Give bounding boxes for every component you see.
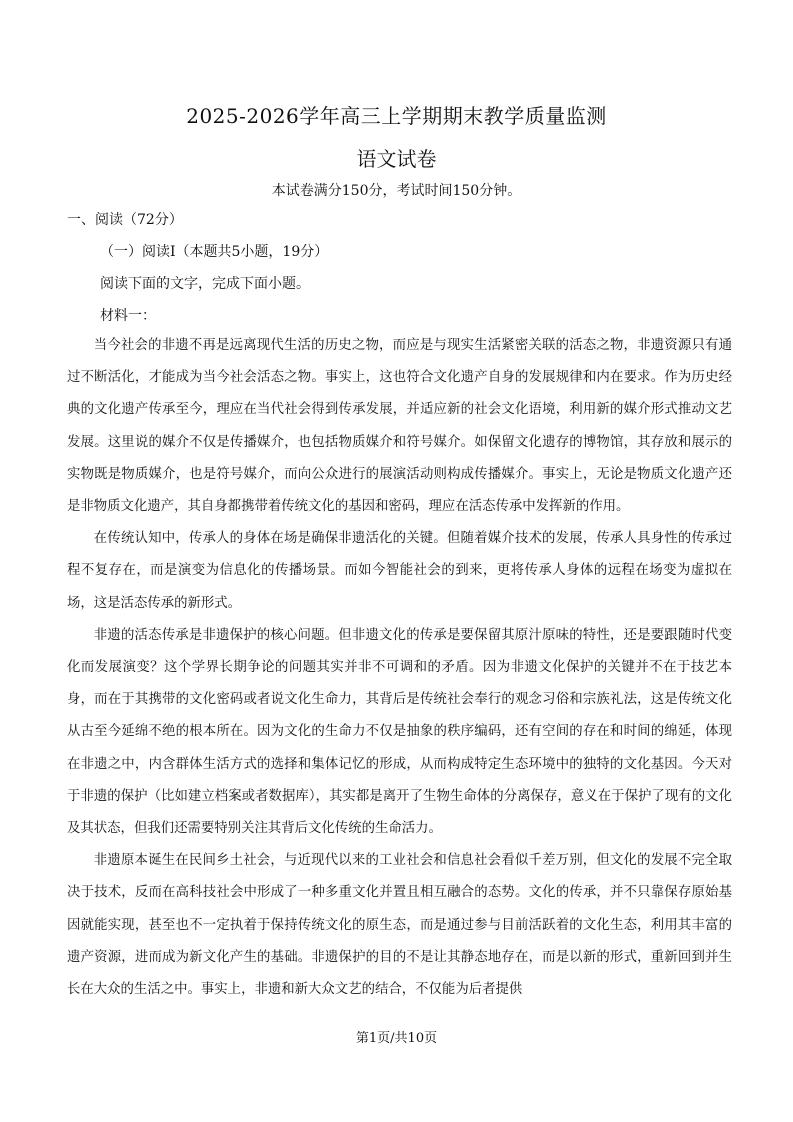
exam-title: 2025-2026学年高三上学期期末教学质量监测 xyxy=(186,104,607,128)
passage-body xyxy=(67,330,732,1006)
material-label: 材料一： xyxy=(100,308,156,324)
paragraph: 非遗原本诞生在民间乡土社会，与近现代以来的工业社会和信息社会看似千差万别，但文化的发展不完全取决于技术，反而在高科技社会中形成了一种多重文化并置且相互融合的态势。文化的传承，并不只靠保存原始基因就能实现，甚至也不一定执着于保持传统文化的原生态，而是通过参与目前活跃着的文化生态，利用其丰富的遗产资源，进而成为新文化产生的基础。非遗保护的目的不是让其静态地存在，而是以新的形式，重新回到并生长在大众的生活之中。事实上，非遗和新大众文艺的结合，不仅能为后者提供 xyxy=(67,853,732,998)
section-heading: 一、阅读（72分） xyxy=(67,212,183,228)
paragraph: 在传统认知中，传承人的身体在场是确保非遗活化的关键。但随着媒介技术的发展，传承人具身性的传承过程不复存在，而是演变为信息化的传播场景。而如今智能社会的到来，更将传承人身体的远程在场变为虚拟在场，这是活态传承的新形式。 xyxy=(67,531,732,611)
exam-info: 本试卷满分150分，考试时间150分钟。 xyxy=(271,183,522,199)
page-footer: 第1页/共10页 xyxy=(355,1031,438,1046)
subsection-heading: （一）阅读Ⅰ（本题共5小题，19分） xyxy=(100,244,329,260)
paragraph: 当今社会的非遗不再是远离现代生活的历史之物，而应是与现实生活紧密关联的活态之物，非遗资源只有通过不断活化，才能成为当今社会活态之物。事实上，这也符合文化遗产自身的发展规律和内在要求。作为历史经典的文化遗产传承至今，理应在当代社会得到传承发展，并适应新的社会文化语境，利用新的媒介形式推动文艺发展。这里说的媒介不仅是传播媒介，也包括物质媒介和符号媒介。如保留文化遗存的博物馆，其存放和展示的实物既是物质媒介，也是符号媒介，而向公众进行的展演活动则构成传播媒介。事实上，无论是物质文化遗产还是非物质文化遗产，其自身都携带着传统文化的基因和密码，理应在活态传承中发挥新的作用。 xyxy=(67,338,732,515)
paragraph: 非遗的活态传承是非遗保护的核心问题。但非遗文化的传承是要保留其原汁原味的特性，还是要跟随时代变化而发展演变？这个学界长期争论的问题其实并非不可调和的矛盾。因为非遗文化保护的关键并不在于技艺本身，而在于其携带的文化密码或者说文化生命力，其背后是传统社会奉行的观念习俗和宗族礼法，这是传统文化从古至今延绵不绝的根本所在。因为文化的生命力不仅是抽象的秩序编码，还有空间的存在和时间的绵延，体现在非遗之中，内含群体生活方式的选择和集体记忆的形成，从而构成特定生态环境中的独特的文化基因。今天对于非遗的保护（比如建立档案或者数据库），其实都是离开了生物生命体的分离保存，意义在于保护了现有的文化及其状态，但我们还需要特别关注其背后文化传统的生命活力。 xyxy=(67,627,732,837)
instruction-text: 阅读下面的文字，完成下面小题。 xyxy=(100,276,310,292)
exam-subtitle: 语文试卷 xyxy=(356,147,437,171)
